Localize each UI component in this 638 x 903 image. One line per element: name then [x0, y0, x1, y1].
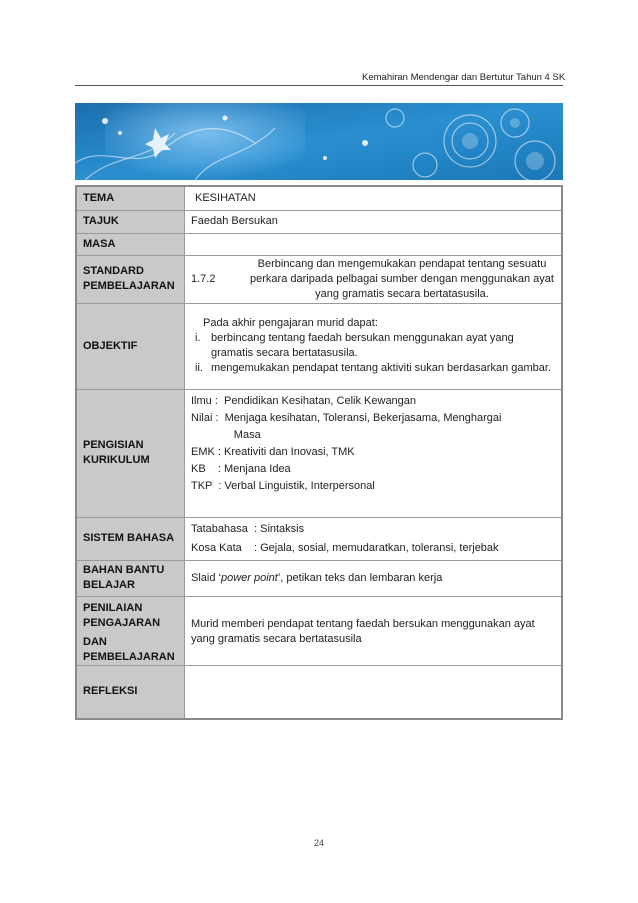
row-sistem-bahasa: [76, 517, 562, 560]
row-objektif: [76, 303, 562, 389]
label-bahan: [76, 560, 185, 596]
objektif-item-number: i.: [195, 332, 201, 344]
label-standard: [76, 255, 185, 303]
sistem-bahasa-line-2: Kosa Kata : Gejala, sosial, memudaratkan, toleransi, terjebak: [191, 541, 499, 554]
page-number: 24: [313, 838, 324, 848]
value-penilaian: Murid memberi pendapat tentang faedah bersukan menggunakan ayat yang gramatis secara bertatasusila: [185, 596, 563, 665]
tema-text: KESIHATAN: [195, 191, 256, 204]
label-bahan-line-2: BELAJAR: [83, 579, 135, 591]
value-masa: [185, 233, 563, 255]
bahan-italic: power point: [220, 571, 278, 584]
objektif-item-text: mengemukakan pendapat tentang aktiviti sukan berdasarkan gambar.: [211, 362, 551, 374]
value-refleksi: [185, 665, 563, 719]
standard-code: 1.7.2: [191, 272, 216, 285]
label-pengisian-line-2: KURIKULUM: [83, 454, 150, 466]
kurikulum-line: [191, 479, 555, 494]
lesson-plan-table: [75, 185, 563, 720]
kurikulum-line: [191, 462, 555, 477]
label-penilaian: [76, 596, 185, 665]
row-bahan: [76, 560, 562, 596]
kurikulum-value: Menjana Idea: [224, 462, 291, 475]
banner-graphic: [75, 103, 563, 180]
value-standard: [185, 255, 563, 303]
label-masa: MASA: [76, 233, 185, 255]
kurikulum-key: EMK :: [191, 445, 225, 458]
label-sistem-bahasa: SISTEM BAHASA: [76, 517, 185, 560]
row-tajuk: [76, 210, 562, 233]
header-divider: [75, 85, 563, 86]
row-pengisian: [76, 389, 562, 517]
value-tajuk: Faedah Bersukan: [185, 210, 563, 233]
objektif-intro: Pada akhir pengajaran murid dapat:: [203, 317, 378, 329]
label-pengisian-line-1: PENGISIAN: [83, 439, 144, 451]
row-tema: [76, 186, 562, 210]
label-refleksi: REFLEKSI: [76, 665, 185, 719]
sistem-bahasa-line-1: Tatabahasa : Sintaksis: [191, 522, 305, 535]
value-pengisian: [185, 389, 563, 517]
kurikulum-key: Nilai :: [191, 411, 225, 424]
kurikulum-key: KB :: [191, 462, 225, 475]
document-header-title: Kemahiran Mendengar dan Bertutur Tahun 4 SK: [362, 72, 566, 83]
bahan-post: ’, petikan teks dan lembaran kerja: [277, 571, 443, 584]
objektif-item-text: berbincang tentang faedah bersukan menggunakan ayat yang gramatis secara bertatasusila.: [211, 332, 514, 359]
standard-text: Berbincang dan mengemukakan pendapat tentang sesuatu perkara daripada pelbagai sumber dengan menggunakan ayat yang gramatis secara bertatasusila.: [250, 257, 554, 300]
kurikulum-key: Ilmu :: [191, 394, 225, 407]
kurikulum-value: Verbal Linguistik, Interpersonal: [224, 479, 375, 492]
kurikulum-line: [191, 445, 555, 460]
label-penilaian-line-3: DAN: [83, 635, 107, 648]
objektif-item: [191, 331, 555, 361]
label-bahan-line-1: BAHAN BANTU: [83, 564, 165, 576]
kurikulum-value: Masa: [233, 428, 261, 441]
value-objektif: [185, 303, 563, 389]
kurikulum-line: [191, 428, 555, 443]
value-bahan: [185, 560, 563, 596]
label-tajuk: TAJUK: [76, 210, 185, 233]
objektif-list: [191, 331, 555, 376]
row-masa: [76, 233, 562, 255]
label-penilaian-line-2: PENGAJARAN: [83, 616, 161, 629]
objektif-item-number: ii.: [195, 362, 203, 374]
row-penilaian: [76, 596, 562, 665]
kurikulum-value: Menjaga kesihatan, Toleransi, Bekerjasama, Menghargai: [224, 411, 502, 424]
label-penilaian-line-4: PEMBELAJARAN: [83, 650, 175, 663]
row-refleksi: [76, 665, 562, 719]
kurikulum-key: TKP :: [191, 479, 225, 492]
value-sistem-bahasa: [185, 517, 563, 560]
value-tema: [185, 186, 563, 210]
objektif-item: [191, 361, 555, 376]
label-standard-line-1: STANDARD: [83, 265, 144, 277]
kurikulum-value: Pendidikan Kesihatan, Celik Kewangan: [224, 394, 417, 407]
label-standard-line-2: PEMBELAJARAN: [83, 280, 175, 292]
label-penilaian-line-1: PENILAIAN: [83, 601, 143, 614]
kurikulum-line: [191, 394, 555, 409]
kurikulum-value: Kreativiti dan Inovasi, TMK: [224, 445, 355, 458]
label-pengisian: [76, 389, 185, 517]
row-standard: [76, 255, 562, 303]
kurikulum-line: [191, 411, 555, 426]
label-tema: TEMA: [76, 186, 185, 210]
kurikulum-key: [191, 428, 234, 443]
bahan-pre: Slaid ‘: [191, 571, 221, 584]
decorative-banner: [75, 103, 563, 180]
label-objektif: OBJEKTIF: [76, 303, 185, 389]
